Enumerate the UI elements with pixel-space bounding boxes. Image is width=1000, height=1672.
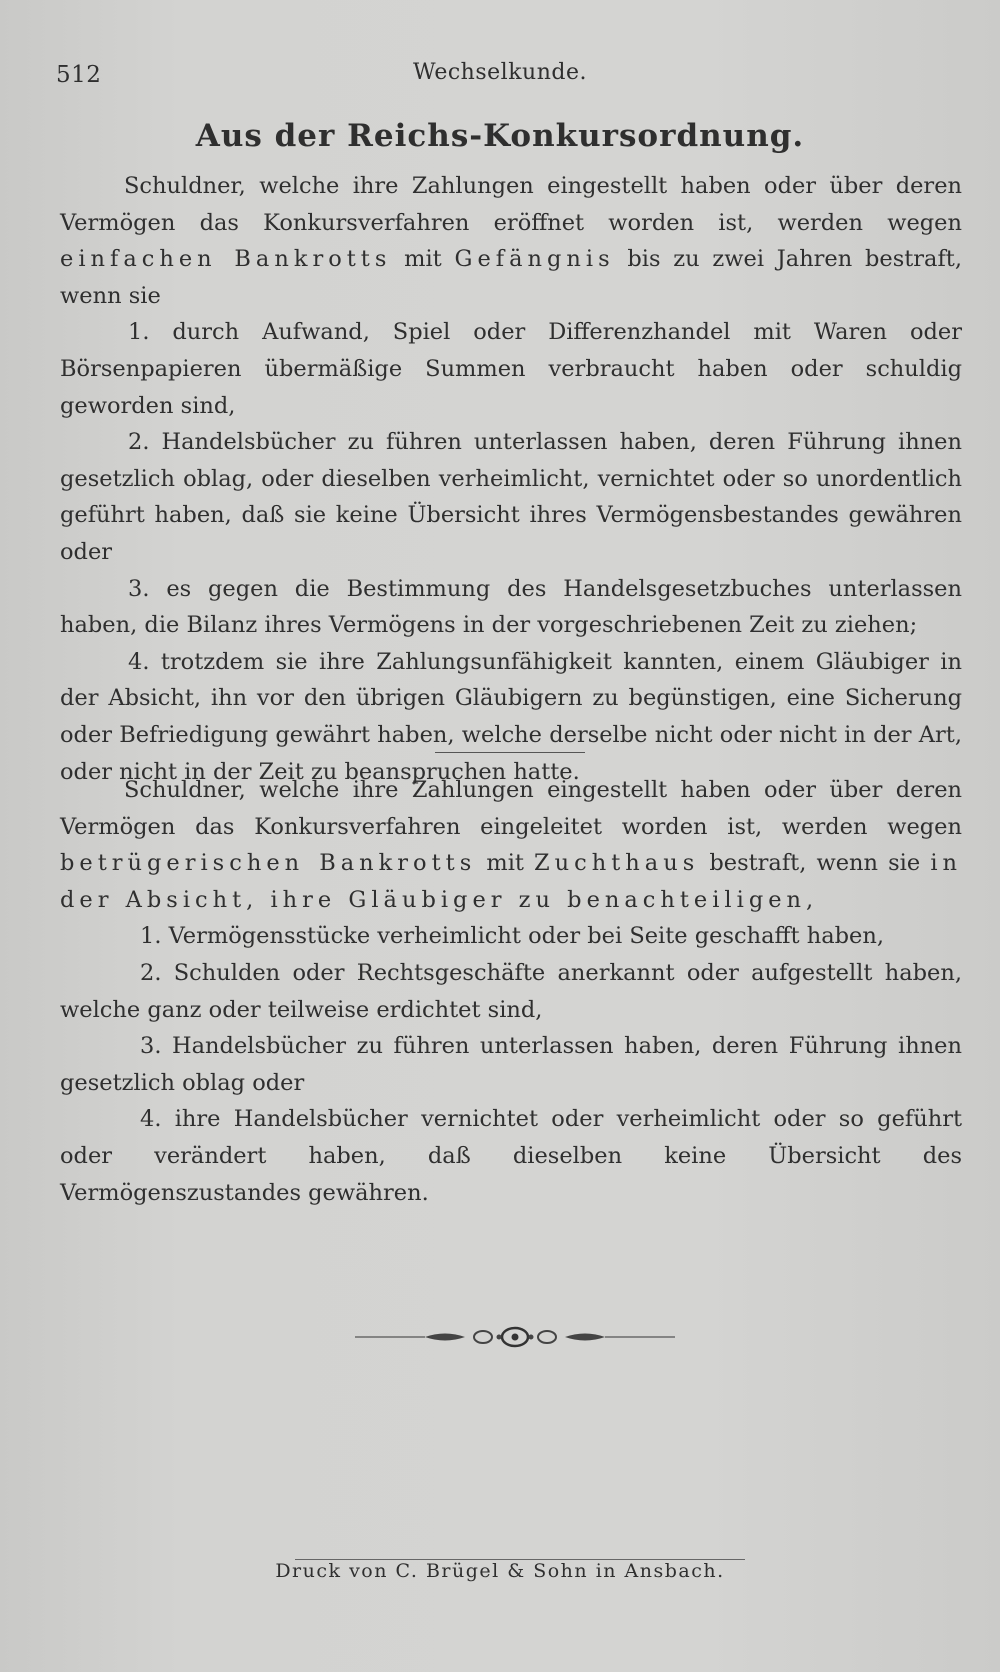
page-number: 512 [56, 62, 102, 88]
list-item: 3. Handelsbücher zu führen unterlassen haben, deren Führung ihnen gesetzlich oblag oder [60, 1033, 962, 1096]
list-item: 4. ihre Handelsbücher vernichtet oder verheimlicht oder so geführt oder verändert haben, daß dieselben keine Übersicht des Vermögenszustandes gewähren. [60, 1106, 962, 1206]
running-head: Wechselkunde. [413, 60, 587, 85]
simple-bankruptcy-intro: Schuldner, welche ihre Zahlungen eingestellt haben oder über deren Vermögen das Konkursverfahren eröffnet worden ist, werden wegen einfachen Bankrotts mit Gefängnis bis zu zwei Jahren bestraft, wenn sie [60, 173, 962, 309]
list-item: 2. Schulden oder Rechtsgeschäfte anerkannt oder aufgestellt haben, welche ganz oder teilweise erdichtet sind, [60, 959, 962, 1023]
list-item: 2. Handelsbücher zu führen unterlassen haben, deren Führung ihnen gesetzlich oblag, oder dieselben verheimlicht, vernichtet oder so unordentlich geführt haben, daß sie keine Übersicht ihres Vermögensbestandes gewähren oder [60, 429, 962, 565]
section-title: Aus der Reichs-Konkursordnung. [195, 118, 805, 154]
page-header [0, 58, 1000, 98]
simple-bankruptcy-section [60, 168, 962, 790]
list-item: 4. trotzdem sie ihre Zahlungsunfähigkeit kannten, einem Gläubiger in der Absicht, ihn vor den übrigen Gläubigern zu begünstigen, eine Sicherung oder Befriedigung gewährt haben, welche derselbe nicht oder nicht in der Art, oder nicht in der Zeit zu beanspruchen hatte. [60, 648, 962, 785]
ornament-divider-icon [355, 1322, 675, 1352]
fraudulent-bankruptcy-section [60, 772, 962, 1211]
fraudulent-bankruptcy-intro: Schuldner, welche ihre Zahlungen eingestellt haben oder über deren Vermögen das Konkursverfahren eingeleitet worden ist, werden wegen betrügerischen Bankrotts mit Zuchthaus bestraft, wenn sie in der Absicht, ihre Gläubiger zu benachteiligen, [60, 777, 962, 913]
list-item: 1. Vermögensstücke verheimlicht oder bei Seite geschafft haben, [140, 923, 884, 950]
list-item: 1. durch Aufwand, Spiel oder Differenzhandel mit Waren oder Börsenpapieren übermäßige Summen verbraucht haben oder schuldig geworden sind, [60, 319, 962, 419]
section-divider [435, 752, 585, 753]
list-item: 3. es gegen die Bestimmung des Handelsgesetzbuches unterlassen haben, die Bilanz ihres Vermögens in der vorgeschriebenen Zeit zu ziehen; [60, 575, 962, 639]
printer-imprint: Druck von C. Brügel & Sohn in Ansbach. [275, 1560, 725, 1582]
